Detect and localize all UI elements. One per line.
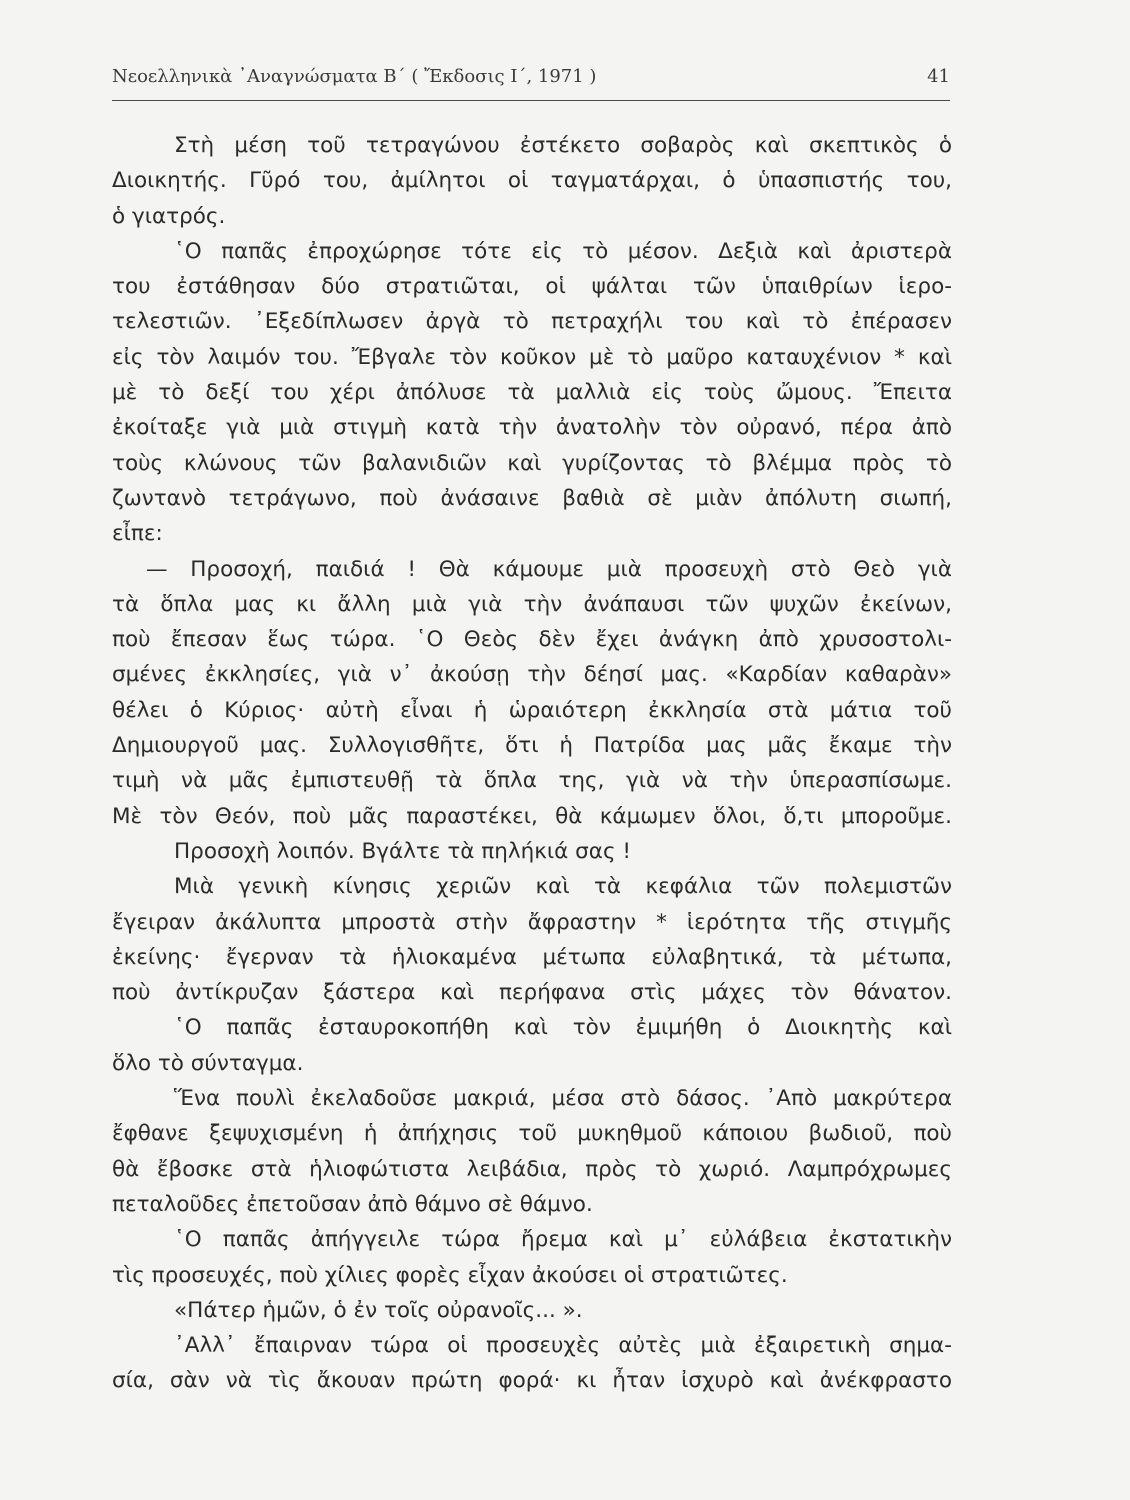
text-line: τοὺς κλώνους τῶν βαλανιδιῶν καὶ γυρίζοντας τὸ βλέμμα πρὸς τὸ [112,450,952,476]
running-header [112,66,950,96]
text-line: ποὺ ἔπεσαν ἕως τώρα. ῾Ο Θεὸς δὲν ἔχει ἀνάγκη ἀπὸ χρυσοστολι- [112,627,952,653]
text-line: ἐκοίταξε γιὰ μιὰ στιγμὴ κατὰ τὴν ἀνατολὴν τὸν οὐρανό, πέρα ἀπὸ [112,415,952,441]
text-line: Ἕνα πουλὶ ἐκελαδοῦσε μακριά, μέσα στὸ δάσος. ᾿Απὸ μακρύτερα [174,1086,952,1112]
page-number: 41 [927,66,950,87]
text-line: εἰς τὸν λαιμόν του. Ἔβγαλε τὸν κοῦκον μὲ τὸ μαῦρο καταυχένιον * καὶ [112,344,952,370]
text-line: «Πάτερ ἡμῶν, ὁ ἐν τοῖς οὐρανοῖς... ». [174,1297,583,1323]
text-line: σμένες ἐκκλησίες, γιὰ ν᾿ ἀκούσῃ τὴν δέησί μας. «Καρδίαν καθαρὰν» [112,662,952,688]
text-line: — Προσοχή, παιδιά ! Θὰ κάμουμε μιὰ προσευχὴ στὸ Θεὸ γιὰ [146,556,952,582]
text-line: ἐκείνης· ἔγερναν τὰ ἡλιοκαμένα μέτωπα εὐλαβητικά, τὰ μέτωπα, [112,944,952,970]
text-line: τὶς προσευχές, ποὺ χίλιες φορὲς εἶχαν ἀκούσει οἱ στρατιῶτες. [112,1262,788,1288]
text-line: θὰ ἔβοσκε στὰ ἡλιοφώτιστα λειβάδια, πρὸς τὸ χωριό. Λαμπρόχρωμες [112,1156,952,1182]
text-line: ζωντανὸ τετράγωνο, ποὺ ἀνάσαινε βαθιὰ σὲ μιὰν ἀπόλυτη σιωπή, [112,485,952,511]
text-line: τελεστιῶν. ᾿Εξεδίπλωσεν ἀργὰ τὸ πετραχήλι του καὶ τὸ ἐπέρασεν [112,309,952,335]
text-line: θέλει ὁ Κύριος· αὐτὴ εἶναι ἡ ὡραιότερη ἐκκλησία στὰ μάτια τοῦ [112,697,952,723]
running-header-title: Νεοελληνικὰ ᾿Αναγνώσματα Β΄ ( Ἔκδοσις Ι΄, 1971 ) [112,66,597,87]
text-line: Στὴ μέση τοῦ τετραγώνου ἐστέκετο σοβαρὸς καὶ σκεπτικὸς ὁ [174,133,952,158]
text-line: ῾Ο παπᾶς ἐπροχώρησε τότε εἰς τὸ μέσον. Δεξιὰ καὶ ἀριστερὰ [174,238,952,264]
text-line: Μὲ τὸν Θεόν, ποὺ μᾶς παραστέκει, θὰ κάμωμεν ὅλοι, ὅ,τι μποροῦμε. [112,803,952,829]
text-line: του ἐστάθησαν δύο στρατιῶται, οἱ ψάλται τῶν ὑπαιθρίων ἱερο- [112,274,952,300]
text-line: ὁ γιατρός. [112,203,226,229]
header-rule [112,100,950,101]
text-line: ἔγειραν ἀκάλυπτα μπροστὰ στὴν ἄφραστην * ἱερότητα τῆς στιγμῆς [112,909,952,935]
text-line: ὅλο τὸ σύνταγμα. [112,1050,304,1076]
text-line: τιμὴ νὰ μᾶς ἐμπιστευθῇ τὰ ὅπλα της, γιὰ νὰ τὴν ὑπερασπίσωμε. [112,768,952,794]
text-line: Μιὰ γενικὴ κίνησις χεριῶν καὶ τὰ κεφάλια τῶν πολεμιστῶν [174,874,952,900]
text-line: ἔφθανε ξεψυχισμένη ἡ ἀπήχησις τοῦ μυκηθμοῦ κάποιου βωδιοῦ, ποὺ [112,1121,952,1147]
text-line: ῾Ο παπᾶς ἀπήγγειλε τώρα ἤρεμα καὶ μ᾿ εὐλάβεια ἐκστατικὴν [174,1227,952,1253]
text-line: μὲ τὸ δεξί του χέρι ἀπόλυσε τὰ μαλλιὰ εἰς τοὺς ὤμους. Ἔπειτα [112,380,952,406]
text-line: ῾Ο παπᾶς ἐσταυροκοπήθη καὶ τὸν ἐμιμήθη ὁ Διοικητὴς καὶ [174,1015,952,1041]
text-line: εἶπε: [112,521,163,547]
text-line: Προσοχὴ λοιπόν. Βγάλτε τὰ πηλήκιά σας ! [174,838,632,864]
text-line: σία, σὰν νὰ τὶς ἄκουαν πρώτη φορά· κι ἦταν ἰσχυρὸ καὶ ἀνέκφραστο [112,1368,952,1394]
text-line: πεταλοῦδες ἐπετοῦσαν ἀπὸ θάμνο σὲ θάμνο. [112,1191,593,1217]
text-line: τὰ ὅπλα μας κι ἄλλη μιὰ γιὰ τὴν ἀνάπαυσι τῶν ψυχῶν ἐκείνων, [112,591,952,617]
body-text [112,128,952,1399]
text-line: ᾿Αλλ᾿ ἔπαιρναν τώρα οἱ προσευχὲς αὐτὲς μιὰ ἐξαιρετικὴ σημα- [174,1333,952,1359]
text-line: Διοικητής. Γῦρό του, ἀμίλητοι οἱ ταγματάρχαι, ὁ ὑπασπιστής του, [112,168,952,194]
text-line: ποὺ ἀντίκρυζαν ξάστερα καὶ περήφανα στὶς μάχες τὸν θάνατον. [112,980,952,1006]
text-line: Δημιουργοῦ μας. Συλλογισθῆτε, ὅτι ἡ Πατρίδα μας μᾶς ἔκαμε τὴν [112,733,952,759]
